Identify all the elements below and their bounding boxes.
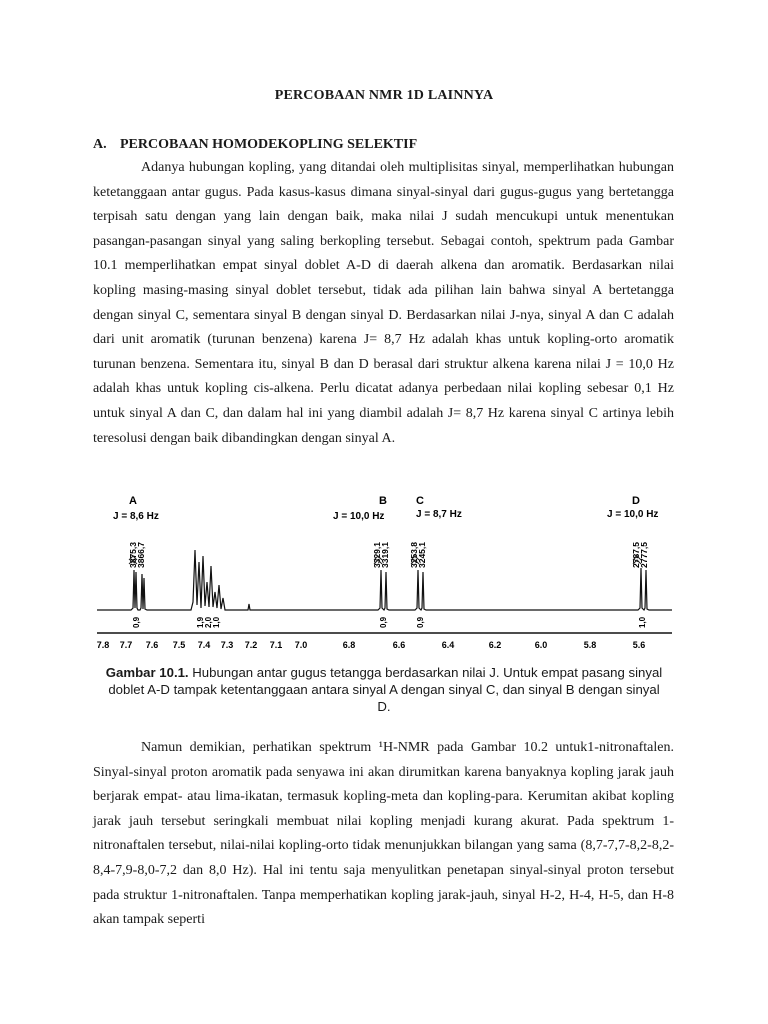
paragraph-2: Namun demikian, perhatikan spektrum ¹H-NMR pada Gambar 10.2 untuk1-nitronaftalen. Sinyal-sinyal proton aromatik pada senyawa ini akan dirumitkan karena banyaknya kopling jarak jauh berjarak empat- atau lima-ikatan, termasuk kopling-meta dan kopling-para. Kerumitan akibat kopling jarak jauh tersebut seringkali membuat nilai kopling menjadi kurang akurat. Pada spektrum 1-nitronaftalen tersebut, nilai-nilai kopling-orto tidak menunjukkan bilangan yang sama (8,7-7,7-8,2-8,2-8,4-7,9-8,0-7,2 dan 8,0 Hz). Hal ini tentu saja menyulitkan penetapan sinyal-sinyal proton tersebut pada struktur 1-nitronaftalen. Tanpa memperhatikan kopling jarak-jauh, sinyal H-2, H-4, H-5, dan H-8 akan tampak seperti [93,740,674,928]
section-title: PERCOBAAN HOMODEKOPLING SELEKTIF [120,137,418,152]
integral-m2: 2,0 [204,616,213,628]
coupling-a: J = 8,6 Hz [113,511,159,522]
signal-label-d: D [632,495,640,507]
tick-7.5: 7.5 [172,640,186,650]
tick-7.0: 7.0 [294,640,308,650]
section-letter: A. [93,137,107,152]
caption-label: Gambar 10.1. [105,665,189,680]
figure-caption [100,664,668,715]
tick-6.4: 6.4 [441,640,455,650]
peak-freq-c1: 3253,8 [409,542,419,568]
tick-7.1: 7.1 [269,640,283,650]
tick-6.2: 6.2 [488,640,502,650]
peak-freq-d2: 2777,5 [639,542,649,568]
coupling-b: J = 10,0 Hz [333,511,385,522]
integral-c: 0,9 [416,616,425,628]
section-heading [93,137,417,153]
peak-freq-b2: 3319,1 [380,542,390,568]
tick-5.6: 5.6 [632,640,646,650]
peak-freq-a2: 3866,7 [136,542,146,568]
coupling-c: J = 8,7 Hz [416,509,462,520]
signal-label-b: B [379,495,387,507]
nmr-spectrum-image [93,490,676,655]
integral-d: 1,0 [638,616,647,628]
integral-a: 0,9 [132,616,141,628]
signal-label-a: A [129,495,137,507]
tick-7.3: 7.3 [220,640,234,650]
integral-m3: 1,0 [212,616,221,628]
signal-label-c: C [416,495,424,507]
peak-freq-b1: 3329,1 [372,542,382,568]
tick-7.8: 7.8 [96,640,110,650]
peak-freq-d1: 2787,5 [631,542,641,568]
tick-7.2: 7.2 [244,640,258,650]
tick-6.8: 6.8 [342,640,356,650]
page-title: PERCOBAAN NMR 1D LAINNYA [274,88,494,103]
tick-6.0: 6.0 [534,640,548,650]
nmr-spectrum-figure [93,490,676,655]
tick-7.7: 7.7 [119,640,133,650]
tick-7.6: 7.6 [145,640,159,650]
tick-7.4: 7.4 [197,640,211,650]
tick-6.6: 6.6 [392,640,406,650]
peak-freq-c2: 3245,1 [417,542,427,568]
coupling-d: J = 10,0 Hz [607,509,659,520]
integral-b: 0,9 [379,616,388,628]
tick-5.8: 5.8 [583,640,597,650]
peak-freq-a1: 3875,3 [128,542,138,568]
integral-m1: 1,9 [196,616,205,628]
caption-text: Hubungan antar gugus tetangga berdasarkan nilai J. Untuk empat pasang sinyal doblet A-D tampak ketentanggaan antara sinyal A dengan sinyal C, dan sinyal B dengan sinyal D. [108,665,663,714]
paragraph-1: Adanya hubungan kopling, yang ditandai oleh multiplisitas sinyal, memperlihatkan hubungan ketetanggaan antar gugus. Pada kasus-kasus dimana sinyal-sinyal dari gugus-gugus yang bertetangga terpisah satu dengan yang lain dengan baik, maka nilai J sudah mencukupi untuk menentukan pasangan-pasangan sinyal yang saling berkopling tersebut. Sebagai contoh, spektrum pada Gambar 10.1 memperlihatkan empat sinyal doblet A-D di daerah alkena dan aromatik. Berdasarkan nilai kopling masing-masing sinyal doblet tersebut, tidak ada pilihan lain bahwa sinyal A bertetangga dengan sinyal C, sementara sinyal B dengan sinyal D. Berdasarkan nilai J-nya, sinyal A dan C adalah dari unit aromatik (turunan benzena) karena J= 8,7 Hz adalah khas untuk kopling-orto aromatik turunan benzena. Sementara itu, sinyal B dan D berasal dari struktur alkena karena nilai J = 10,0 Hz adalah khas untuk kopling cis-alkena. Perlu dicatat adanya perbedaan nilai kopling sebesar 0,1 Hz untuk sinyal A dan C, dan dalam hal ini yang diambil adalah J= 8,7 Hz karena sinyal C artinya lebih teresolusi dengan baik dibandingkan dengan sinyal A. [93,160,674,446]
